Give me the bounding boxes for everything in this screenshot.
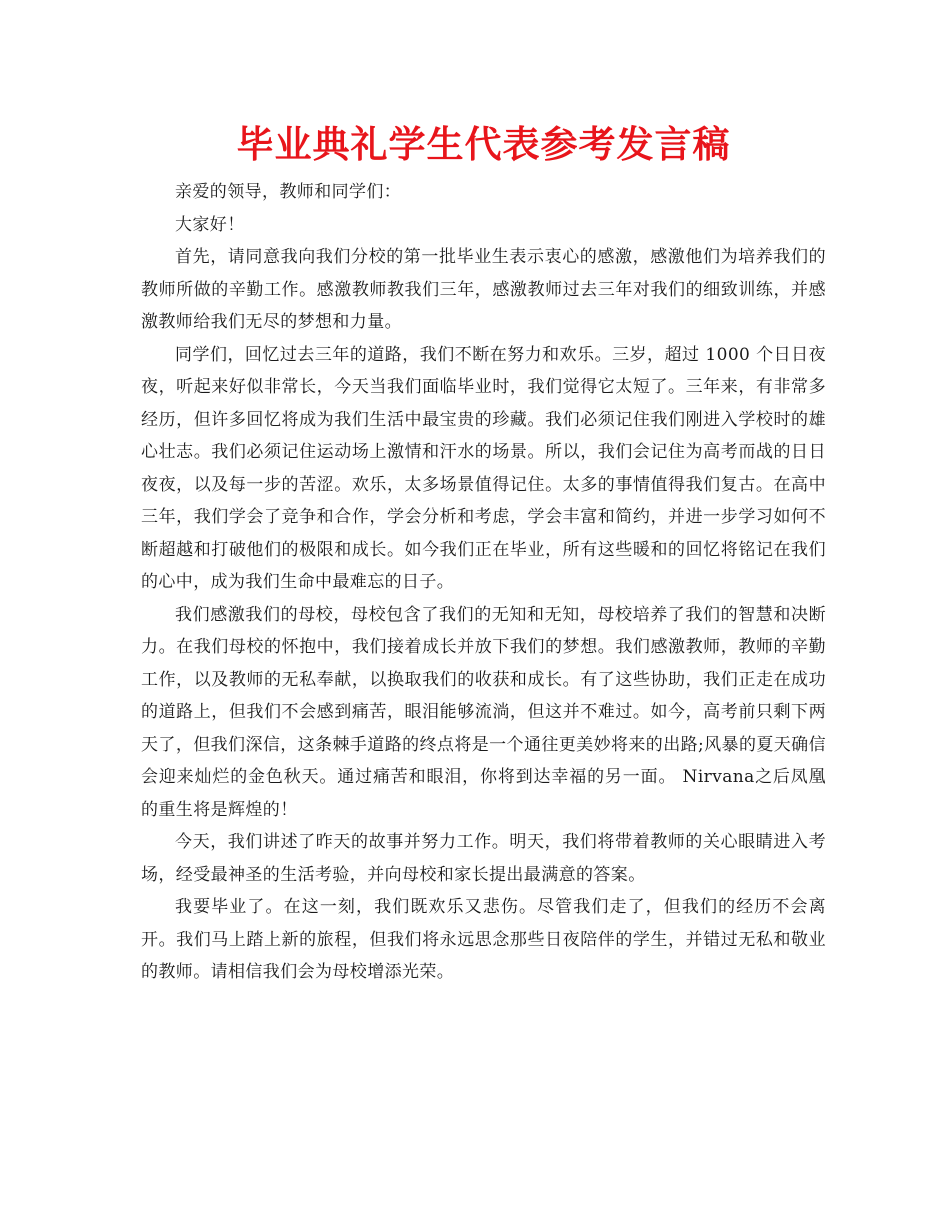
document-title: 毕业典礼学生代表参考发言稿 xyxy=(236,122,731,166)
paragraph-tomorrow: 今天，我们讲述了昨天的故事并努力工作。明天，我们将带着教师的关心眼睛进入考场，经受最神圣的生活考验，并向母校和家长提出最满意的答案。 xyxy=(141,832,826,885)
salutation: 亲爱的领导，教师和同学们： xyxy=(175,182,402,202)
paragraph-memories: 同学们，回忆过去三年的道路，我们不断在努力和欢乐。三岁，超过 1000 个日日夜夜，听起来好似非常长，今天当我们面临毕业时，我们觉得它太短了。三年来，有非常多经历，但许多回忆将成为我们生活中最宝贵的珍藏。我们必须记住我们刚进入学校时的雄心壮志。我们必须记住运动场上激情和汗水的场景。所以，我们会记住为高考而战的日日夜夜，以及每一步的苦涩。欢乐，太多场景值得记住。太多的事情值得我们复古。在高中三年，我们学会了竞争和合作，学会分析和考虑，学会丰富和简约，并进一步学习如何不断超越和打破他们的极限和成长。如今我们正在毕业，所有这些暖和的回忆将铭记在我们的心中，成为我们生命中最难忘的日子。 xyxy=(141,344,826,592)
paragraph-farewell: 我要毕业了。在这一刻，我们既欢乐又悲伤。尽管我们走了，但我们的经历不会离开。我们马上踏上新的旅程，但我们将永远思念那些日夜陪伴的学生，并错过无私和敬业的教师。请相信我们会为母校增添光荣。 xyxy=(141,897,826,982)
greeting: 大家好！ xyxy=(175,214,245,235)
document-page xyxy=(141,118,826,989)
paragraph-thanks: 首先，请同意我向我们分校的第一批毕业生表示衷心的感激，感激他们为培养我们的教师所做的辛勤工作。感激教师教我们三年，感激教师过去三年对我们的细致训练，并感激教师给我们无尽的梦想和力量。 xyxy=(141,247,826,332)
paragraph-alma-mater: 我们感激我们的母校，母校包含了我们的无知和无知，母校培养了我们的智慧和决断力。在我们母校的怀抱中，我们接着成长并放下我们的梦想。我们感激教师，教师的辛勤工作，以及教师的无私奉献，以换取我们的收获和成长。有了这些协助，我们正走在成功的道路上，但我们不会感到痛苦，眼泪能够流淌，但这并不难过。如今，高考前只剩下两天了，但我们深信，这条棘手道路的终点将是一个通往更美妙将来的出路;风暴的夏天确信会迎来灿烂的金色秋天。通过痛苦和眼泪，你将到达幸福的另一面。 Nirvana之后凤凰的重生将是辉煌的！ xyxy=(141,604,826,820)
